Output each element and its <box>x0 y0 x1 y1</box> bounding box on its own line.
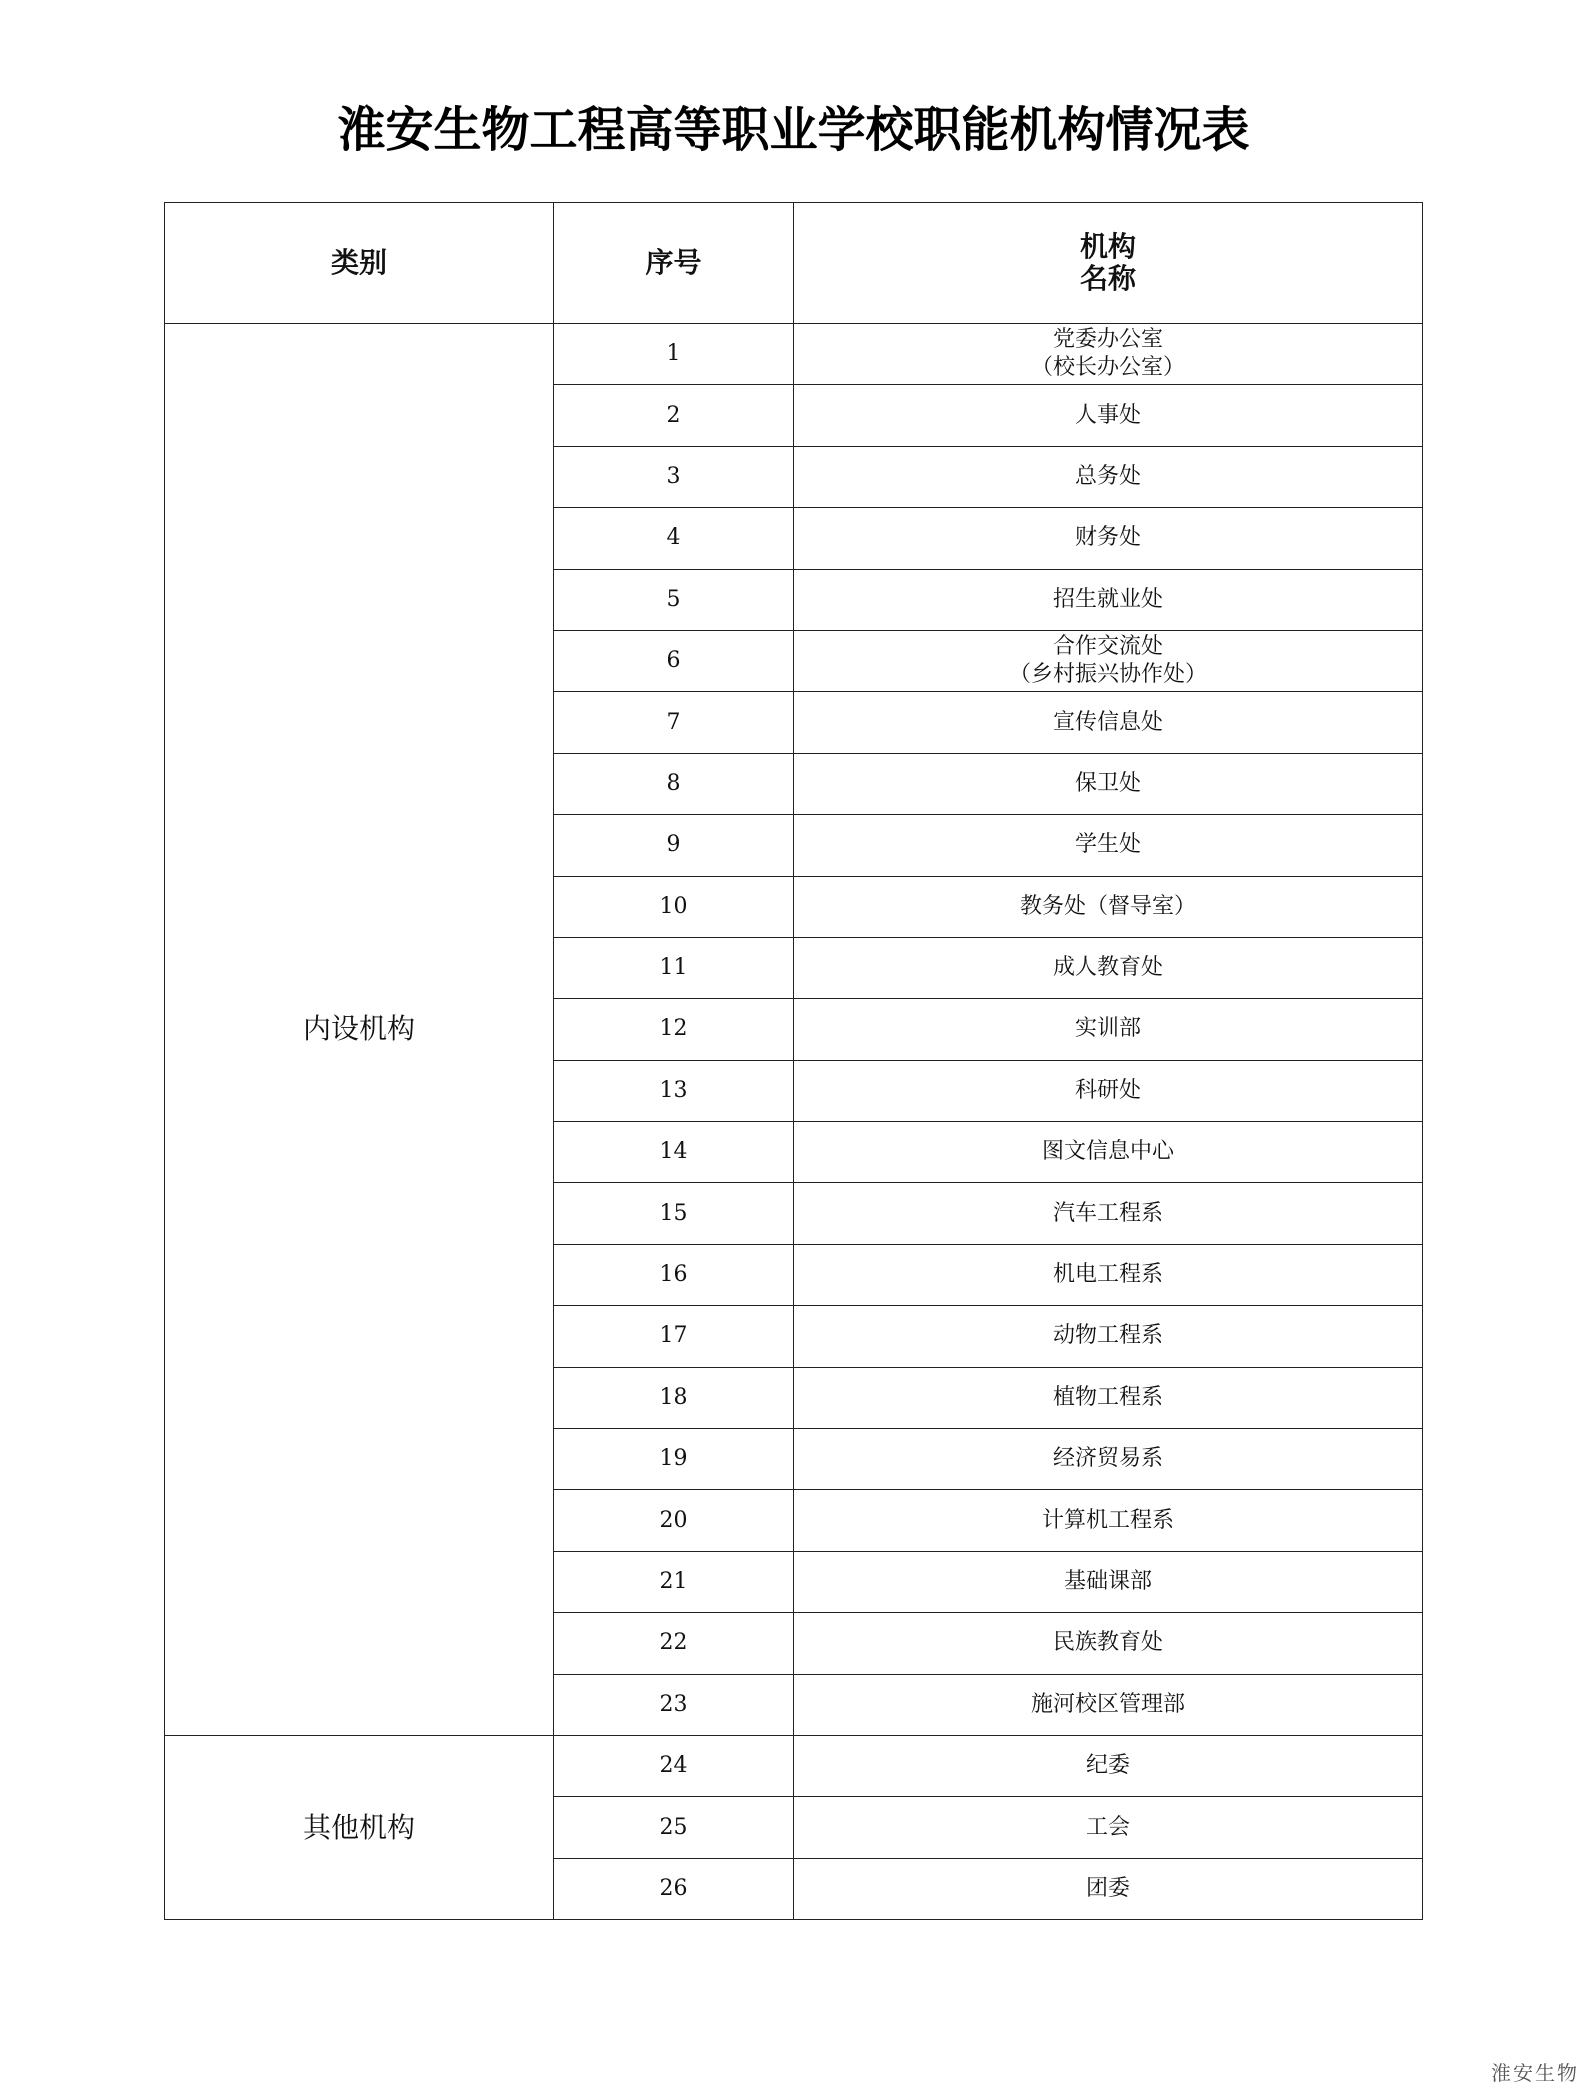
org-name-cell <box>794 1367 1423 1428</box>
org-name-line: 宣传信息处 <box>1052 709 1163 735</box>
org-name-cell <box>794 1183 1423 1244</box>
org-name-cell <box>794 1735 1423 1796</box>
category-cell: 内设机构 <box>165 324 554 1736</box>
org-name-cell <box>794 876 1423 937</box>
org-name-line: 民族教育处 <box>1052 1630 1163 1656</box>
org-name-cell <box>794 508 1423 569</box>
org-name-line: 总务处 <box>1074 463 1141 489</box>
org-name-line: 成人教育处 <box>1052 955 1163 981</box>
org-name-line: 施河校区管理部 <box>1030 1691 1185 1717</box>
org-name-cell <box>794 1797 1423 1858</box>
org-name-cell <box>794 692 1423 753</box>
seq-cell: 20 <box>554 1490 794 1551</box>
org-name-cell <box>794 937 1423 998</box>
seq-cell: 1 <box>554 324 794 385</box>
org-name-line: 人事处 <box>1074 402 1141 428</box>
table-row <box>165 324 1423 385</box>
seq-cell: 2 <box>554 385 794 446</box>
org-name-line: 团委 <box>1085 1875 1130 1901</box>
org-name-cell <box>794 1490 1423 1551</box>
org-name-cell <box>794 569 1423 630</box>
header-name-line1: 机构 <box>1079 230 1136 263</box>
page-title: 淮安生物工程高等职业学校职能机构情况表 <box>337 102 1250 158</box>
org-name-line: 动物工程系 <box>1052 1323 1163 1349</box>
org-name-cell <box>794 1060 1423 1121</box>
org-name-cell <box>794 324 1423 385</box>
org-name-cell <box>794 1674 1423 1735</box>
seq-cell: 4 <box>554 508 794 569</box>
seq-cell: 24 <box>554 1735 794 1796</box>
org-name-line: 工会 <box>1085 1814 1130 1840</box>
seq-cell: 22 <box>554 1613 794 1674</box>
org-name-line: 计算机工程系 <box>1041 1507 1174 1533</box>
org-name-cell <box>794 1613 1423 1674</box>
seq-cell: 19 <box>554 1429 794 1490</box>
org-name-line: （校长办公室） <box>1030 355 1185 381</box>
seq-cell: 23 <box>554 1674 794 1735</box>
seq-cell: 9 <box>554 815 794 876</box>
org-name-cell <box>794 630 1423 691</box>
watermark: 淮安生物 <box>1491 2061 1579 2085</box>
header-category: 类别 <box>165 203 554 324</box>
org-name-line: 财务处 <box>1074 525 1141 551</box>
org-name-cell <box>794 753 1423 814</box>
header-seq: 序号 <box>554 203 794 324</box>
seq-cell: 5 <box>554 569 794 630</box>
seq-cell: 16 <box>554 1244 794 1305</box>
org-name-cell <box>794 1122 1423 1183</box>
org-name-cell <box>794 1429 1423 1490</box>
org-name-line: （乡村振兴协作处） <box>1008 662 1207 688</box>
category-cell: 其他机构 <box>165 1735 554 1919</box>
org-name-cell <box>794 1306 1423 1367</box>
org-name-cell <box>794 815 1423 876</box>
org-name-line: 教务处（督导室） <box>1019 893 1196 919</box>
seq-cell: 21 <box>554 1551 794 1612</box>
org-name-line: 保卫处 <box>1074 770 1141 796</box>
seq-cell: 11 <box>554 937 794 998</box>
seq-cell: 12 <box>554 999 794 1060</box>
seq-cell: 15 <box>554 1183 794 1244</box>
org-name-line: 招生就业处 <box>1052 586 1163 612</box>
seq-cell: 10 <box>554 876 794 937</box>
seq-cell: 7 <box>554 692 794 753</box>
seq-cell: 3 <box>554 446 794 507</box>
table-body <box>165 324 1423 1920</box>
org-name-line: 科研处 <box>1074 1077 1141 1103</box>
org-name-cell <box>794 1858 1423 1919</box>
seq-cell: 25 <box>554 1797 794 1858</box>
organization-table <box>164 202 1423 1920</box>
org-name-line: 学生处 <box>1074 832 1141 858</box>
org-name-line: 基础课部 <box>1063 1569 1152 1594</box>
org-name-line: 纪委 <box>1085 1753 1130 1779</box>
org-name-cell <box>794 1551 1423 1612</box>
header-name-line2: 名称 <box>1079 262 1136 295</box>
org-name-line: 党委办公室 <box>1052 327 1163 353</box>
seq-cell: 13 <box>554 1060 794 1121</box>
org-name-line: 植物工程系 <box>1052 1384 1163 1410</box>
org-name-line: 实训部 <box>1074 1016 1141 1042</box>
org-name-cell <box>794 385 1423 446</box>
org-name-cell <box>794 999 1423 1060</box>
table-row <box>165 1735 1423 1796</box>
org-name-line: 经济贸易系 <box>1052 1446 1163 1472</box>
org-name-line: 合作交流处 <box>1052 634 1163 660</box>
org-name-cell <box>794 446 1423 507</box>
table-header-row <box>165 203 1423 324</box>
seq-cell: 26 <box>554 1858 794 1919</box>
seq-cell: 6 <box>554 630 794 691</box>
seq-cell: 14 <box>554 1122 794 1183</box>
seq-cell: 18 <box>554 1367 794 1428</box>
org-name-line: 机电工程系 <box>1052 1262 1163 1288</box>
org-name-line: 汽车工程系 <box>1052 1200 1163 1226</box>
org-name-line: 图文信息中心 <box>1041 1139 1174 1165</box>
header-name <box>794 203 1423 324</box>
seq-cell: 17 <box>554 1306 794 1367</box>
seq-cell: 8 <box>554 753 794 814</box>
org-name-cell <box>794 1244 1423 1305</box>
